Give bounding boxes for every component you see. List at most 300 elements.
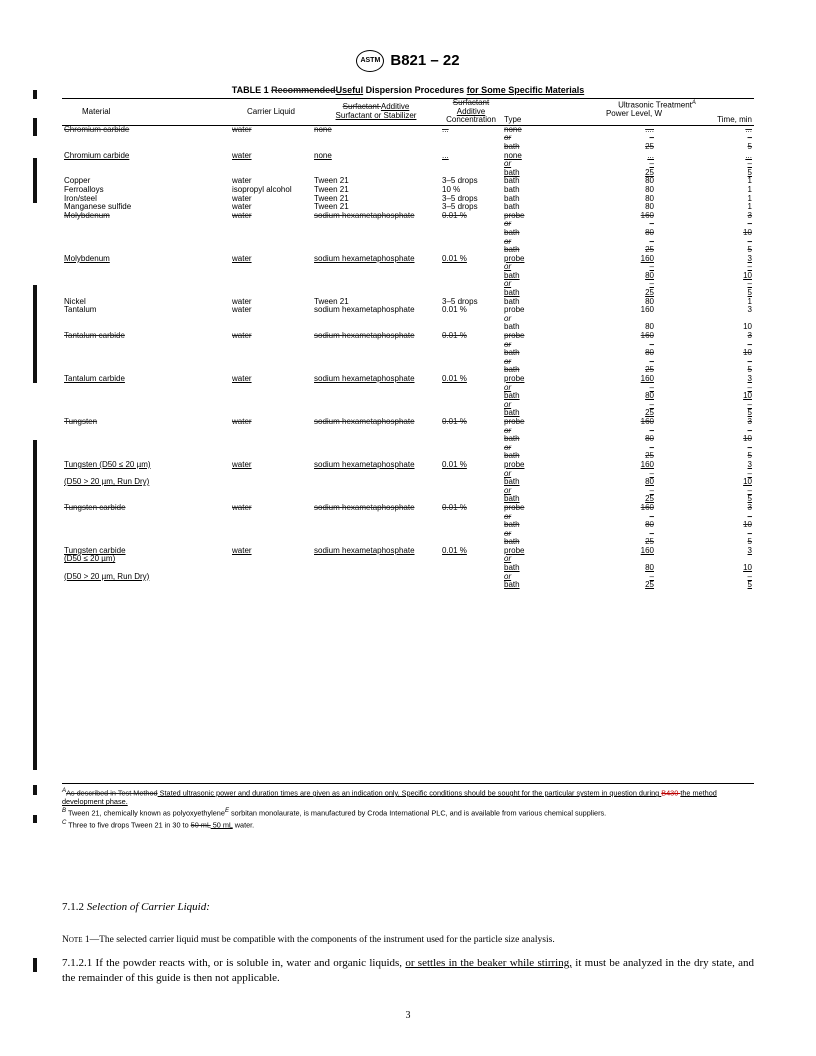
cell-type: bath [504, 167, 520, 177]
cell-power: 25 [645, 141, 654, 151]
cell-time: 3 [747, 210, 752, 220]
cell-material [62, 513, 230, 522]
cell-carrier [230, 384, 312, 393]
cell-power: 80 [645, 296, 654, 306]
cell-concentration [440, 134, 502, 143]
cell-material: Chromium carbide [64, 150, 130, 160]
cell-type: or [504, 425, 512, 435]
cell-type: bath [504, 365, 520, 375]
cell-power [562, 555, 682, 564]
col-header-surfactant: Surfactant Additive Surfactant or Stabilizer [335, 102, 417, 120]
cell-carrier: water [232, 459, 252, 469]
cell-surfactant: sodium hexametaphosphate [314, 502, 415, 512]
cell-surfactant [312, 470, 440, 479]
cell-time: – [747, 399, 752, 409]
cell-time: – [747, 528, 752, 538]
cell-material [62, 349, 230, 358]
cell-material [62, 487, 230, 496]
cell-time: – [747, 279, 752, 289]
cell-surfactant [312, 392, 440, 401]
cell-concentration: 0.01 % [442, 416, 467, 426]
cell-surfactant [312, 315, 440, 324]
cell-material: Tantalum [64, 305, 97, 315]
table-row [62, 581, 754, 590]
cell-type: or [504, 511, 512, 521]
cell-carrier [230, 238, 312, 247]
cell-surfactant: sodium hexametaphosphate [314, 545, 415, 555]
cell-time: 3 [747, 502, 752, 512]
cell-type: or [504, 236, 512, 246]
cell-surfactant: sodium hexametaphosphate [314, 331, 415, 341]
cell-surfactant [312, 341, 440, 350]
cell-surfactant [312, 487, 440, 496]
cell-type: bath [504, 288, 520, 298]
cell-concentration [440, 341, 502, 350]
col-header-type: Type [504, 115, 522, 125]
cell-concentration [440, 315, 502, 324]
cell-concentration [440, 573, 502, 582]
cell-concentration [440, 392, 502, 401]
cell-power: – [649, 279, 654, 289]
cell-power: 80 [645, 563, 654, 573]
cell-carrier [230, 444, 312, 453]
cell-type: bath [504, 451, 520, 461]
cell-power: – [649, 236, 654, 246]
cell-power: – [649, 382, 654, 392]
cell-material: Ferroalloys [64, 184, 104, 194]
cell-carrier: water [232, 176, 252, 186]
cell-surfactant [312, 384, 440, 393]
cell-carrier [230, 581, 312, 590]
cell-material [62, 229, 230, 238]
cell-power: 80 [645, 477, 654, 487]
cell-type: or [504, 313, 512, 323]
cell-carrier [230, 229, 312, 238]
cell-material [62, 263, 230, 272]
cell-type: bath [504, 408, 520, 418]
cell-material [62, 238, 230, 247]
cell-material [62, 384, 230, 393]
cell-surfactant [312, 238, 440, 247]
cell-power: – [649, 528, 654, 538]
cell-power: 80 [645, 176, 654, 186]
footnote-c: $^C$ Three to five drops Tween 21 in 30 to 50 mL 50 mL water. [62, 818, 255, 830]
cell-surfactant [312, 427, 440, 436]
cell-type: bath [504, 322, 520, 332]
cell-power [562, 315, 682, 324]
cell-material [62, 521, 230, 530]
cell-surfactant [312, 478, 440, 487]
cell-surfactant: sodium hexametaphosphate [314, 416, 415, 426]
cell-power: 80 [645, 434, 654, 444]
cell-power: 160 [640, 374, 654, 383]
change-bar [33, 958, 37, 972]
cell-surfactant: Tween 21 [314, 176, 349, 186]
cell-carrier [230, 564, 312, 573]
footnote-a: $^A$As described in Test Method Stated ultrasonic power and duration times are given as an indication only. Specific conditions should be sought for the particular system in question during B430 the method development phase. [62, 787, 717, 807]
cell-time: 5 [747, 451, 752, 461]
cell-power: – [649, 425, 654, 435]
cell-concentration: 0.01 % [442, 253, 467, 263]
cell-power: 25 [645, 245, 654, 255]
cell-power: 80 [645, 270, 654, 280]
cell-type: or [504, 219, 512, 229]
cell-concentration [440, 564, 502, 573]
cell-type: probe [504, 374, 525, 383]
cell-type: or [504, 279, 512, 289]
cell-type: bath [504, 494, 520, 504]
cell-material [62, 427, 230, 436]
cell-carrier: water [232, 150, 252, 160]
cell-surfactant [312, 358, 440, 367]
cell-carrier [230, 134, 312, 143]
cell-time: – [747, 356, 752, 366]
cell-time: – [747, 442, 752, 452]
designation: B821 – 22 [390, 51, 460, 69]
cell-time: 5 [747, 245, 752, 255]
cell-surfactant: sodium hexametaphosphate [314, 374, 415, 383]
cell-surfactant [312, 220, 440, 229]
cell-carrier [230, 358, 312, 367]
cell-material [62, 435, 230, 444]
cell-concentration [440, 358, 502, 367]
cell-type: bath [504, 434, 520, 444]
cell-time: – [747, 159, 752, 169]
cell-time: – [747, 571, 752, 581]
cell-type: none [504, 150, 522, 160]
cell-power: – [649, 133, 654, 143]
cell-power: 25 [645, 537, 654, 547]
cell-concentration: 0.01 % [442, 502, 467, 512]
cell-carrier [230, 392, 312, 401]
cell-power: 80 [645, 193, 654, 203]
col-header-concentration: Surfactant Additive Concentration [446, 98, 496, 125]
table-body [62, 125, 754, 590]
cell-time: – [747, 339, 752, 349]
cell-concentration [440, 487, 502, 496]
cell-time: 5 [747, 167, 752, 177]
cell-time: 10 [743, 563, 752, 573]
cell-material [62, 289, 230, 298]
cell-time: ... [745, 150, 752, 160]
cell-type: bath [504, 176, 520, 186]
cell-carrier: water [232, 305, 252, 315]
cell-concentration [440, 581, 502, 590]
cell-surfactant: Tween 21 [314, 193, 349, 203]
cell-surfactant [312, 280, 440, 289]
cell-power: 160 [640, 545, 654, 555]
change-bar [33, 440, 37, 770]
cell-power: 25 [645, 580, 654, 590]
cell-carrier [230, 401, 312, 410]
cell-material [62, 401, 230, 410]
cell-carrier: water [232, 202, 252, 212]
col-header-material: Material [82, 106, 111, 116]
cell-time: ... [745, 124, 752, 134]
cell-surfactant [312, 581, 440, 590]
cell-time: – [747, 511, 752, 521]
cell-carrier [230, 435, 312, 444]
cell-type: or [504, 554, 512, 564]
cell-material [62, 272, 230, 281]
cell-material [62, 315, 230, 324]
cell-carrier: water [232, 545, 252, 555]
cell-type: or [504, 485, 512, 495]
cell-carrier: water [232, 296, 252, 306]
cell-type: bath [504, 520, 520, 530]
section-heading: 7.1.2 Selection of Carrier Liquid: [62, 901, 210, 913]
paragraph-7-1-2-1: 7.1.2.1 If the powder reacts with, or is soluble in, water and organic liquids, or settles in the beaker while stirring, it must be analyzed in the dry state, and the remainder of this guide is then not applicable. [62, 957, 754, 984]
cell-type: probe [504, 502, 525, 512]
cell-material [62, 134, 230, 143]
cell-power: – [649, 511, 654, 521]
cell-type: none [504, 124, 522, 134]
cell-type: or [504, 468, 512, 478]
cell-type: bath [504, 477, 520, 487]
cell-type: probe [504, 331, 525, 341]
cell-concentration [440, 384, 502, 393]
dispersion-table [62, 98, 754, 590]
cell-concentration: 0.01 % [442, 305, 467, 315]
change-bar [33, 118, 37, 136]
cell-carrier [230, 280, 312, 289]
cell-type: or [504, 262, 512, 272]
cell-concentration: 3–5 drops [442, 176, 478, 186]
cell-concentration: 0.01 % [442, 331, 467, 341]
cell-material: (D50 > 20 µm, Run Dry) [64, 477, 150, 487]
cell-power: 25 [645, 408, 654, 418]
cell-concentration [440, 521, 502, 530]
cell-power: – [649, 442, 654, 452]
cell-power: 160 [640, 416, 654, 426]
cell-surfactant [312, 272, 440, 281]
cell-surfactant [312, 263, 440, 272]
cell-carrier [230, 521, 312, 530]
cell-surfactant: Tween 21 [314, 296, 349, 306]
cell-power: 80 [645, 184, 654, 194]
cell-power: – [649, 262, 654, 272]
cell-carrier [230, 478, 312, 487]
cell-material: Molybdenum [64, 253, 110, 263]
cell-concentration [440, 444, 502, 453]
cell-time: 1 [747, 184, 752, 194]
cell-material: Tungsten carbide [64, 502, 126, 512]
cell-concentration: 0.01 % [442, 210, 467, 220]
cell-time: 3 [747, 545, 752, 555]
cell-carrier [230, 315, 312, 324]
cell-concentration [440, 229, 502, 238]
cell-type: bath [504, 227, 520, 237]
cell-surfactant: none [314, 124, 332, 134]
table-title: TABLE 1 RecommendedUseful Dispersion Procedures for Some Specific Materials [231, 85, 585, 95]
col-header-time: Time, min [717, 115, 752, 125]
cell-concentration [440, 280, 502, 289]
cell-surfactant [312, 573, 440, 582]
cell-power: – [649, 485, 654, 495]
cell-concentration: ... [442, 150, 449, 160]
change-bar [33, 785, 37, 795]
cell-surfactant [312, 521, 440, 530]
cell-concentration [440, 555, 502, 564]
table-footnotes [62, 783, 754, 829]
cell-type: probe [504, 416, 525, 426]
cell-surfactant [312, 160, 440, 169]
cell-power: – [649, 468, 654, 478]
cell-material: Tungsten [64, 416, 98, 426]
table-row [62, 306, 754, 315]
cell-power: 80 [645, 520, 654, 530]
cell-power: – [649, 356, 654, 366]
cell-type: or [504, 442, 512, 452]
change-bar [33, 285, 37, 383]
cell-surfactant: sodium hexametaphosphate [314, 305, 415, 315]
cell-power: .... [645, 124, 654, 134]
cell-type: bath [504, 391, 520, 401]
cell-concentration [440, 470, 502, 479]
cell-type: probe [504, 459, 525, 469]
cell-concentration [440, 478, 502, 487]
cell-type: bath [504, 184, 520, 194]
cell-time: – [747, 133, 752, 143]
cell-concentration [440, 272, 502, 281]
cell-concentration [440, 530, 502, 539]
cell-power: 25 [645, 365, 654, 375]
cell-carrier: water [232, 124, 252, 134]
cell-carrier: water [232, 502, 252, 512]
cell-surfactant [312, 513, 440, 522]
cell-time: – [747, 382, 752, 392]
cell-carrier: water [232, 210, 252, 220]
cell-carrier [230, 470, 312, 479]
cell-carrier: water [232, 253, 252, 263]
cell-time: 5 [747, 580, 752, 590]
cell-concentration [440, 401, 502, 410]
cell-carrier [230, 530, 312, 539]
cell-type: bath [504, 348, 520, 358]
cell-surfactant: none [314, 150, 332, 160]
col-header-power: Power Level, W [605, 109, 662, 119]
cell-material [62, 160, 230, 169]
cell-material [62, 220, 230, 229]
cell-type: bath [504, 141, 520, 151]
cell-surfactant [312, 530, 440, 539]
cell-concentration [440, 143, 502, 152]
cell-concentration: 3–5 drops [442, 202, 478, 212]
cell-carrier [230, 513, 312, 522]
cell-power: – [649, 399, 654, 409]
cell-power: 25 [645, 167, 654, 177]
cell-concentration [440, 160, 502, 169]
cell-power: 80 [645, 227, 654, 237]
cell-time: – [747, 262, 752, 272]
cell-time: 10 [743, 477, 752, 487]
col-header-ultrasonic: Ultrasonic Treatment$^A$ [618, 100, 696, 110]
cell-type: or [504, 571, 512, 581]
cell-type: bath [504, 537, 520, 547]
cell-carrier [230, 160, 312, 169]
cell-surfactant [312, 555, 440, 564]
cell-power: – [649, 571, 654, 581]
cell-carrier [230, 349, 312, 358]
cell-time: 10 [743, 270, 752, 280]
cell-power: 160 [640, 253, 654, 263]
cell-time: 5 [747, 288, 752, 298]
cell-carrier: water [232, 193, 252, 203]
cell-power: 160 [640, 502, 654, 512]
cell-concentration [440, 220, 502, 229]
cell-material [62, 530, 230, 539]
cell-material [62, 581, 230, 590]
cell-concentration: 0.01 % [442, 545, 467, 555]
cell-concentration [440, 263, 502, 272]
cell-material: Tungsten (D50 ≤ 20 µm) [64, 459, 151, 469]
cell-material [62, 358, 230, 367]
cell-surfactant: sodium hexametaphosphate [314, 210, 415, 220]
cell-material [62, 392, 230, 401]
cell-material [62, 341, 230, 350]
cell-concentration [440, 513, 502, 522]
cell-power: 25 [645, 451, 654, 461]
cell-type: or [504, 339, 512, 349]
cell-surfactant [312, 564, 440, 573]
cell-time: 5 [747, 537, 752, 547]
cell-surfactant: sodium hexametaphosphate [314, 253, 415, 263]
cell-carrier: water [232, 331, 252, 341]
cell-material: (D50 > 20 µm, Run Dry) [64, 571, 150, 581]
cell-concentration: 0.01 % [442, 459, 467, 469]
cell-power: – [649, 219, 654, 229]
astm-logo: ASTM [356, 50, 384, 72]
cell-time: 10 [743, 391, 752, 401]
cell-type: bath [504, 580, 520, 590]
cell-time: 1 [747, 176, 752, 186]
cell-type: probe [504, 545, 525, 555]
cell-time: 5 [747, 365, 752, 375]
change-bar [33, 815, 37, 823]
cell-concentration: 3–5 drops [442, 193, 478, 203]
cell-type: probe [504, 210, 525, 220]
cell-surfactant [312, 134, 440, 143]
cell-power: – [649, 159, 654, 169]
cell-power: – [649, 339, 654, 349]
cell-type: bath [504, 202, 520, 212]
cell-material: (D50 ≤ 20 µm) [64, 554, 116, 564]
note-1: Note 1—The selected carrier liquid must be compatible with the components of the instrument used for the particle size analysis. [62, 935, 555, 945]
cell-time: 5 [747, 141, 752, 151]
cell-type: bath [504, 270, 520, 280]
cell-concentration [440, 435, 502, 444]
cell-type: or [504, 528, 512, 538]
cell-power: 80 [645, 202, 654, 212]
cell-concentration: 0.01 % [442, 374, 467, 383]
cell-concentration: ... [442, 124, 449, 134]
cell-time: – [747, 468, 752, 478]
cell-material: Tungsten carbide [64, 545, 126, 555]
cell-surfactant: Tween 21 [314, 184, 349, 194]
cell-material [62, 280, 230, 289]
cell-surfactant [312, 349, 440, 358]
cell-time: 10 [743, 348, 752, 358]
cell-material: Tantalum carbide [64, 331, 125, 341]
cell-power: 160 [640, 331, 654, 341]
cell-material: Copper [64, 176, 91, 186]
cell-time: 10 [743, 434, 752, 444]
cell-type: bath [504, 296, 520, 306]
cell-power: 80 [645, 348, 654, 358]
cell-carrier [230, 272, 312, 281]
cell-material: Chromium carbide [64, 124, 130, 134]
footnote-b: $^B$ Tween 21, chemically known as polyoxyethylene$^E$ sorbitan monolaurate, is manufactured by Croda International PLC, and is available from various chemical suppliers. [62, 807, 607, 818]
